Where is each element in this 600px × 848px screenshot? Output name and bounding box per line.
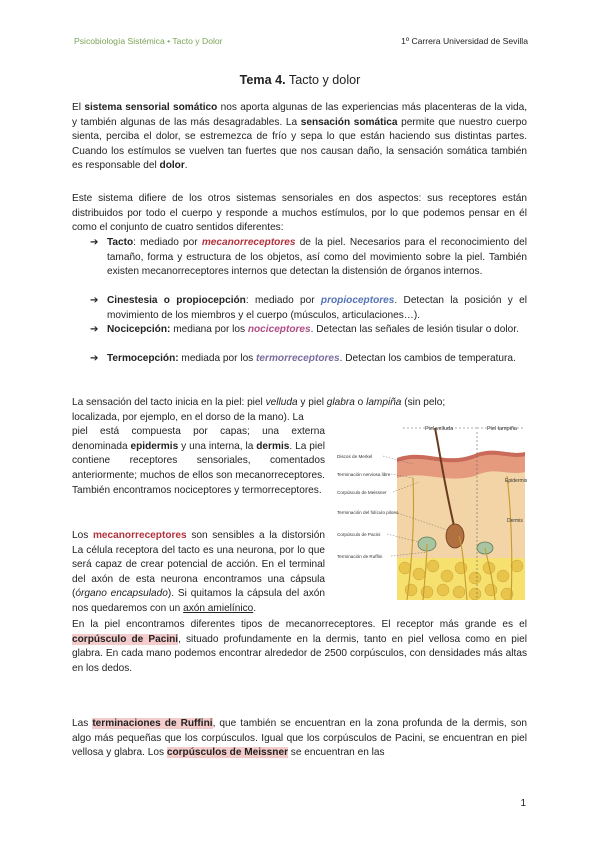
text-run: nos aporta algunas de las experiencias más placenteras de la vida, y también algunas de las más desagradables. La (72, 102, 528, 128)
skin-diagram (335, 418, 527, 600)
receptor-name: termorreceptores (256, 353, 340, 364)
paragraph-intro (72, 101, 527, 174)
term-corpusculos-meissner: corpúsculos de Meissner (166, 747, 288, 759)
term-dolor: dolor (159, 160, 185, 172)
bullet-term: Nocicepción: (107, 324, 171, 335)
label-piel-lampina: Piel lampiña (487, 426, 517, 432)
title-strong: Tema 4. (239, 73, 286, 87)
paragraph-pacini (72, 618, 527, 676)
label-merkel: Discos de Merkel (337, 454, 373, 459)
label-ruffini: Terminación de Ruffini (337, 554, 383, 559)
text-run: son sensibles a la distorsión La célula receptora del tacto es una neurona, por lo que será capaz de crear potencial de acción. En el terminal del axón de esta neurona encontramos una cápsula ( (72, 530, 325, 600)
paragraph-piel-line2: localizada, por ejemplo, en el dorso de la mano). La (72, 411, 304, 423)
text-run: La sensación del tacto inicia en la piel: piel (72, 397, 266, 408)
text-run: (sin pelo; (401, 397, 446, 408)
text-run: mediana por los (170, 324, 248, 335)
label-epidermis: Epidermis (505, 478, 527, 484)
text-run: , que también se encuentran en la zona profunda de la dermis, son algo más pequeñas que los corpúsculos. Igual que los corpúsculos de Pacini, se encuentran en piel vellosa y glabra. Los (72, 718, 527, 759)
bullet-cinestesia (90, 294, 527, 323)
receptor-name: mecanorreceptores (201, 237, 296, 248)
text-run: se encuentran en las (288, 747, 385, 759)
paragraph-sentidos: Este sistema difiere de los otros sistemas sensoriales en dos aspectos: sus receptores están distribuidos por todo el cuerpo y responde a muchos estímulos, por lo que podemos pensar en él como el conjunto de cuatro sentidos diferentes: (72, 193, 527, 234)
bullet-nocicepcion (90, 323, 527, 338)
term-sensacion-somatica: sensación somática (300, 116, 398, 128)
term-glabra: glabra (326, 397, 355, 408)
text-run: : mediado por (133, 237, 202, 248)
receptor-name: propioceptores (320, 295, 395, 306)
text-run: . Detectan la posición y el movimiento de los miembros y el cuerpo (músculos, articulaciones…). (107, 295, 527, 321)
text-run: . (253, 602, 257, 614)
term-axon-amielinico: axón amielínico (183, 602, 254, 614)
arrow-icon: ➔ (90, 295, 99, 306)
paragraph-piel-capas (72, 425, 325, 498)
bullet-term: Tacto (107, 237, 134, 248)
term-lampina: lampiña (366, 397, 402, 408)
text-run: Las (72, 718, 93, 729)
bullet-term: Cinestesia o propiocepción (107, 295, 246, 306)
page-number: 1 (520, 798, 526, 809)
text-run: mediada por los (178, 353, 257, 364)
text-run: El (72, 102, 85, 113)
receptor-name: nociceptores (247, 324, 311, 335)
paragraph-mecanorreceptores (72, 529, 325, 617)
term-organo-encapsulado: órgano encapsulado (75, 588, 168, 600)
text-run: Los (72, 530, 93, 541)
term-epidermis: epidermis (130, 440, 179, 452)
bullet-tacto (90, 236, 527, 280)
term-sistema-sensorial: sistema sensorial somático (84, 102, 218, 113)
label-pacini: Corpúsculo de Pacini (337, 532, 381, 537)
arrow-icon: ➔ (90, 324, 99, 335)
paragraph-ruffini (72, 717, 527, 761)
text-run: . La piel contiene receptores sensoriales, comentados anteriormente; muchos de ellos son mecanorreceptores. También encontramos nociceptores y termorreceptores. (72, 440, 325, 496)
label-meissner: Corpúsculo de Meissner (337, 490, 387, 495)
title-rest: Tacto y dolor (285, 73, 361, 87)
term-terminaciones-ruffini: terminaciones de Ruffini (92, 718, 213, 729)
label-dermis: Dermis (507, 518, 523, 524)
text-run: , situado profundamente en la dermis, tanto en piel vellosa como en piel glabra. En cada mano podemos encontrar alrededor de 2500 corpúsculos, con densidades más altas en los dedos. (72, 633, 527, 674)
text-run: o (354, 397, 367, 408)
text-run: En la piel encontramos diferentes tipos de mecanorreceptores. El receptor más grande es el (72, 619, 527, 630)
term-dermis: dermis (256, 440, 290, 452)
text-run: de la piel. Necesarios para el reconocimiento del tamaño, forma y estructura de los objetos, así como del movimiento sobre la piel. También existen mecanorreceptores internos que detectan la distensión de órganos internos. (107, 237, 527, 278)
text-run: . Detectan las señales de lesión tisular o dolor. (310, 324, 519, 335)
arrow-icon: ➔ (90, 353, 99, 364)
arrow-icon: ➔ (90, 237, 99, 248)
label-foliculo: Terminación del folículo piloso (337, 510, 399, 515)
page-title (0, 73, 600, 87)
text-run: permite que nuestro cuerpo sienta, perciba el dolor, se estremezca de frío y sepa lo que están haciendo sus distintas partes. Cuando los estímulos se vuelven tan fuertes que nos causan daño, la sensación somática también es responsable del (72, 116, 528, 172)
term-mecanorreceptores: mecanorreceptores (92, 530, 187, 541)
text-run: . (184, 160, 188, 172)
text-run: . Detectan los cambios de temperatura. (339, 353, 516, 364)
bullet-term: Termocepción: (107, 353, 179, 364)
term-corpusculo-pacini: corpúsculo de Pacini (72, 633, 179, 645)
text-run: ). Si quitamos la cápsula del axón nos quedaremos con un (72, 588, 325, 614)
paragraph-piel-line1 (72, 396, 527, 411)
text-run: y una interna, la (178, 440, 257, 452)
label-piel-velluda: Piel velluda (425, 426, 454, 432)
term-velluda: velluda (265, 397, 298, 408)
text-run: piel está compuesta por capas; una externa denominada (72, 426, 325, 452)
header-right: 1º Carrera Universidad de Sevilla (401, 36, 528, 46)
bullet-termocepcion (90, 352, 527, 367)
header-left: Psicobiología Sistémica • Tacto y Dolor (74, 36, 223, 46)
label-terminacion-libre: Terminación nerviosa libre (337, 472, 391, 477)
text-run: : mediado por (245, 295, 321, 306)
text-run: y piel (297, 397, 327, 408)
